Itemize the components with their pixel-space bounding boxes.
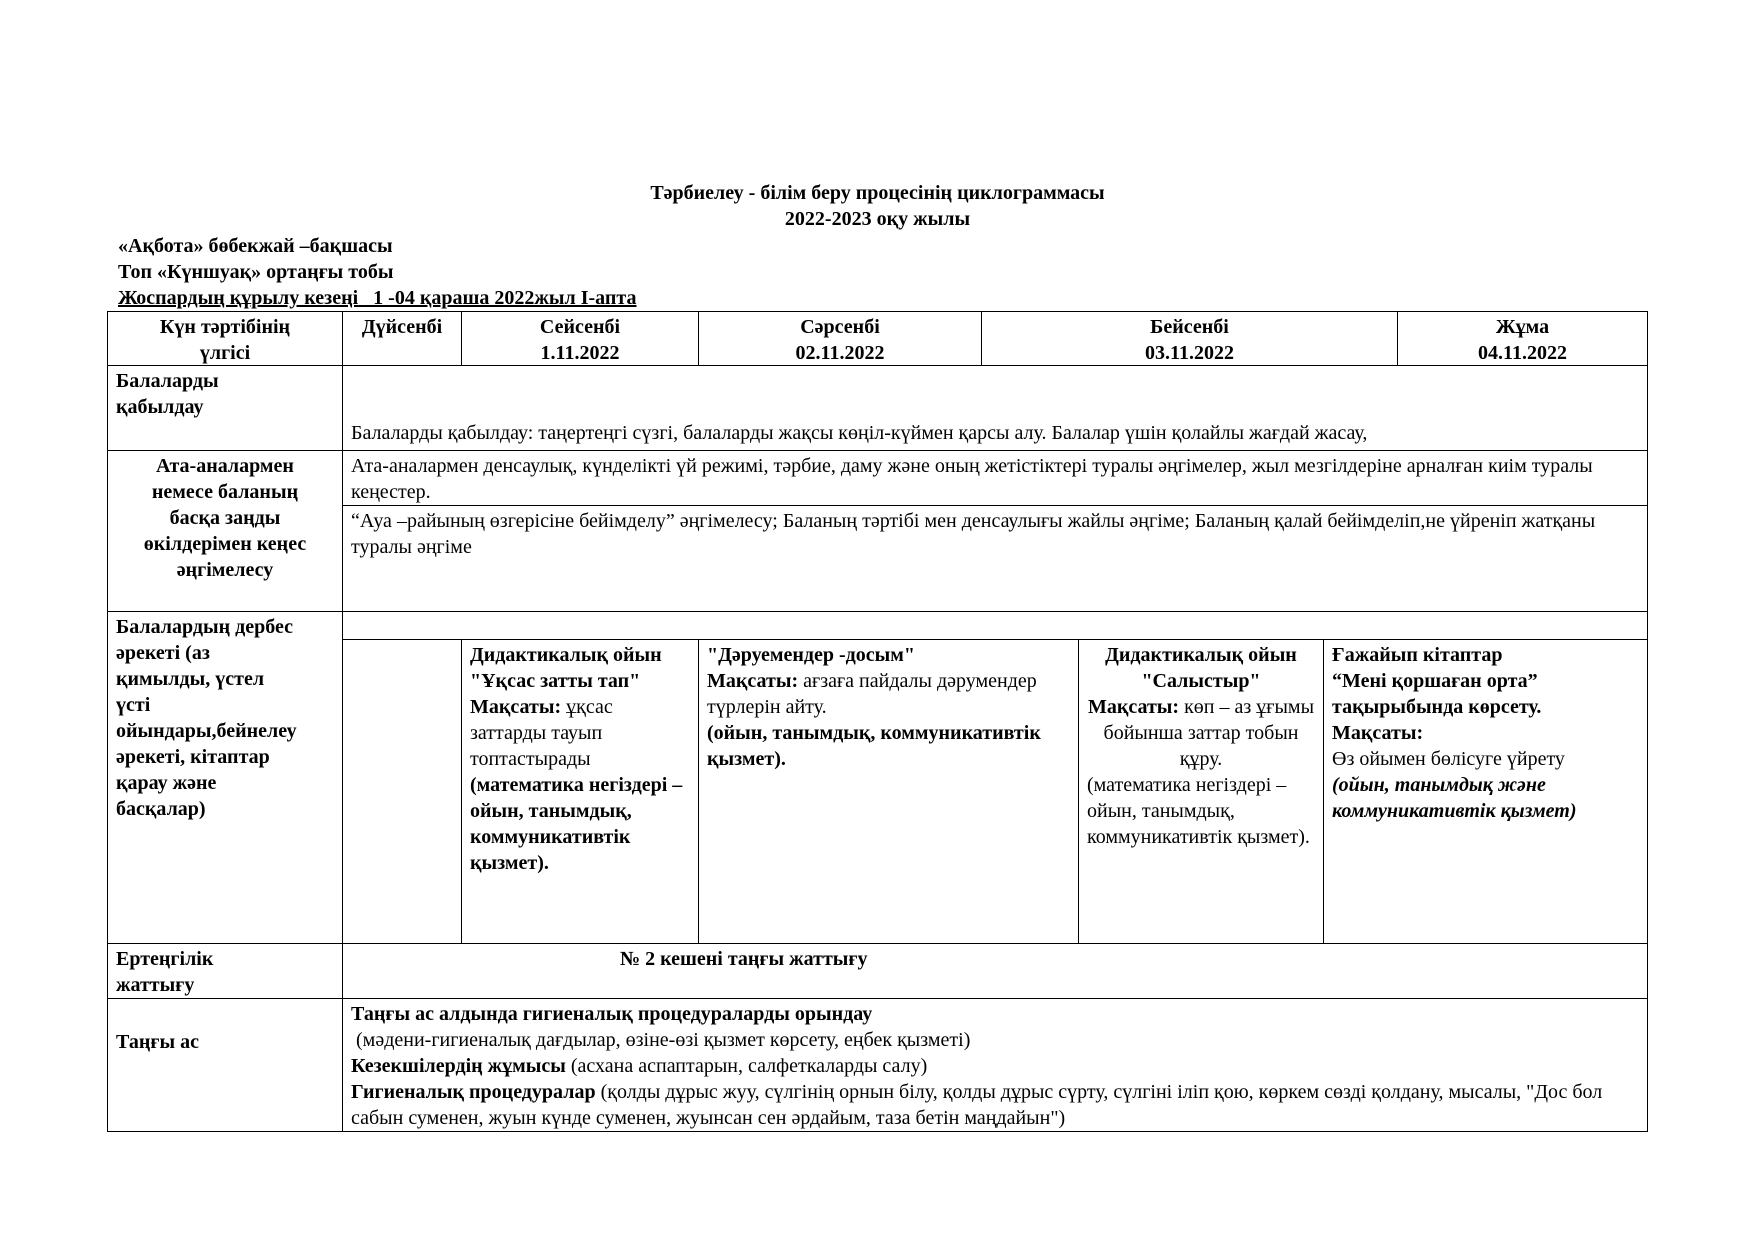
plan-period-label: Жоспардың құрылу кезеңі [118,287,359,309]
exercise-content: № 2 кешені таңғы жаттығу [620,948,868,970]
activity-tuesday: Дидактикалық ойын "Ұқсас затты тап" Мақсаты: ұқсас заттарды тауып топтастырады (математика негіздері – ойын, танымдық, коммуникативтік қызмет). [470,644,683,874]
academic-year: 2022-2023 оқу жылы [784,208,971,230]
row-label-parents: Ата-аналармен немесе баланың басқа заңды өкілдерімен кеңес әңгімелесу [143,455,307,581]
parents-conversation-text: “Ауа –райының өзгерісіне бейімделу” әңгімелесу; Баланың тәртібі мен денсаулығы жайлы әңгіме; Баланың қалай бейімделіп,не үйреніп жатқаны туралы әңгіме [351,510,1596,558]
header-schedule-model: Күн тәртібінің үлгісі [159,316,291,364]
row-label-exercise: Ертеңгілік жаттығу [116,948,214,996]
parents-consultation-text: Ата-аналармен денсаулық, күнделікті үй режимі, тәрбие, даму және оның жетістіктері туралы әңгімелер, жыл мезгілдеріне арналған киім туралы кеңестер. [351,455,1593,503]
header-thursday: Бейсенбі 03.11.2022 [982,312,1397,365]
activity-thursday: Дидактикалық ойын "Салыстыр" Мақсаты: көп – аз ұғымы бойынша заттар тобын құру. (математика негіздері – ойын, танымдық, коммуникативтік қызмет). [1087,644,1315,848]
document-title: Тәрбиелеу - білім беру процесінің циклограммасы [650,182,1105,204]
activity-friday: Ғажайып кітаптар “Мені қоршаған орта” тақырыбында көрсету. Мақсаты: Өз ойымен бөлісуге үйрету (ойын, танымдық және коммуникативтік қызмет) [1332,644,1577,822]
header-friday-date: 04.11.2022 [1478,342,1567,364]
header-wednesday-date: 02.11.2022 [795,342,885,364]
header-tuesday: Сейсенбі 1.11.2022 [462,312,698,365]
row-label-breakfast: Таңғы ас [116,1031,199,1053]
organization-name: «Ақбота» бөбекжай –бақшасы [118,235,393,257]
header-tuesday-date: 1.11.2022 [540,342,620,364]
activity-wednesday: "Дәруемендер -досым" Мақсаты: ағзаға пайдалы дәрумендер түрлерін айту. (ойын, танымдық, коммуникативтік қызмет). [707,644,1041,770]
header-friday: Жұма 04.11.2022 [1398,312,1647,365]
plan-period [118,285,636,311]
row-label-reception: Балаларды қабылдау [116,370,219,418]
reception-content: Балаларды қабылдау: таңертеңгі сүзгі, балаларды жақсы көңіл-күймен қарсы алу. Балалар үшін қолайлы жағдай жасау, [351,422,1368,444]
header-thursday-date: 03.11.2022 [1145,342,1234,364]
header-wednesday: Сәрсенбі 02.11.2022 [699,312,981,365]
plan-period-value: _1 -04 қараша 2022жыл I-апта [363,287,637,309]
breakfast-content: Таңғы ас алдында гигиеналық процедураларды орындау (мәдени-гигиеналық дағдылар, өзіне-өзі қызмет көрсету, еңбек қызметі) Кезекшілердің жұмысы (асхана аспаптарын, салфеткаларды салу) Гигиеналық процедуралар (қолды дұрыс жуу, сүлгінің орнын білу, қолды дұрыс сүрту, сүлгіні іліп қою, көркем сөзді қолдану, мысалы, "Дос бол сабын суменен, жуын күнде суменен, жуынсан сен әрдайым, таза бетін маңдайын") [351,1003,1603,1129]
group-name: Топ «Күншуақ» ортаңғы тобы [118,261,394,283]
row-label-activity: Балалардың дербес әрекеті (аз қимылды, үстел үсті ойындары,бейнелеу әрекеті, кітаптар қарау және басқалар) [116,616,297,820]
header-monday: Дүйсенбі [361,316,443,338]
